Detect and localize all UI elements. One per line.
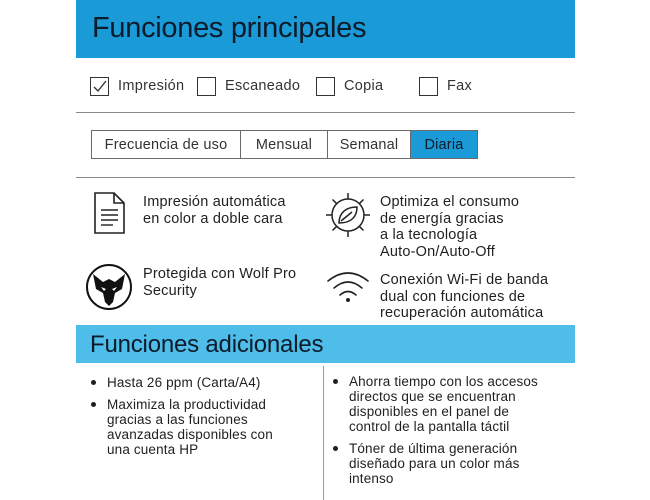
main-functions-title: Funciones principales: [92, 12, 367, 44]
additional-functions-title: Funciones adicionales: [90, 331, 324, 358]
feature-text-line: en color a doble cara: [143, 210, 283, 227]
frequency-option-diaria[interactable]: Diaria: [411, 131, 477, 158]
checkbox-box[interactable]: [90, 77, 109, 96]
feature-duplex: [88, 190, 318, 240]
checkbox-label: Copia: [344, 78, 384, 94]
feature-text-line: de energía gracias: [380, 210, 504, 227]
main-functions-header: [76, 0, 575, 58]
feature-text-line: dual con funciones de: [380, 288, 526, 305]
feature-text-line: Conexión Wi-Fi de banda: [380, 272, 549, 288]
checkbox-label: Fax: [447, 78, 473, 94]
feature-text-line: recuperación automática: [380, 305, 544, 321]
list-item-line: directos que se encuentran: [349, 389, 516, 404]
list-item-line: Ahorra tiempo con los accesos: [349, 374, 538, 389]
feature-text-line: Security: [143, 282, 197, 299]
list-item-line: diseñado para un color más: [349, 456, 520, 471]
frequency-option-semanal[interactable]: Semanal: [328, 131, 411, 158]
list-item: [333, 374, 575, 434]
list-item-line: avanzadas disponibles con: [107, 427, 273, 442]
wifi-icon: [323, 268, 373, 308]
feature-text-line: Optimiza el consumo: [380, 194, 520, 210]
energy-leaf-gear-icon: [323, 190, 373, 242]
checkbox-box[interactable]: [316, 77, 335, 96]
additional-list-right: [333, 374, 575, 493]
feature-text-line: Impresión automática: [143, 194, 286, 210]
list-item-line: Tóner de última generación: [349, 441, 518, 456]
checkbox-label: Escaneado: [225, 78, 301, 94]
wolf-security-icon: [84, 262, 134, 312]
list-item-line: Maximiza la productividad: [107, 397, 267, 412]
frequency-label: Frecuencia de uso: [92, 131, 241, 158]
feature-wolf-security: [84, 262, 320, 312]
column-divider: [323, 366, 324, 500]
list-item-line: disponibles en el panel de: [349, 404, 510, 419]
checkbox-box[interactable]: [419, 77, 438, 96]
list-item-line: una cuenta HP: [107, 442, 199, 457]
feature-wifi: [323, 266, 575, 322]
usage-frequency-selector: [91, 130, 478, 159]
checkbox-label: Impresión: [118, 78, 185, 94]
list-item: [333, 441, 575, 486]
document-duplex-icon: [88, 190, 132, 236]
section-divider: [76, 177, 575, 178]
checkmark-icon: [92, 79, 107, 94]
feature-text-line: Auto-On/Auto-Off: [380, 243, 495, 260]
checkbox-box[interactable]: [197, 77, 216, 96]
list-item-line: gracias a las funciones: [107, 412, 248, 427]
list-item: [91, 397, 319, 457]
list-item: [91, 375, 319, 390]
list-item-line: control de la pantalla táctil: [349, 419, 510, 434]
additional-functions-header: [76, 325, 575, 363]
list-item-line: Hasta 26 ppm (Carta/A4): [107, 375, 261, 390]
frequency-option-mensual[interactable]: Mensual: [241, 131, 328, 158]
feature-text-line: Protegida con Wolf Pro: [143, 266, 297, 282]
feature-energy: [323, 190, 575, 262]
list-item-line: intenso: [349, 471, 394, 486]
section-divider: [76, 112, 575, 113]
feature-text-line: a la tecnología: [380, 227, 478, 243]
additional-list-left: [91, 375, 319, 464]
